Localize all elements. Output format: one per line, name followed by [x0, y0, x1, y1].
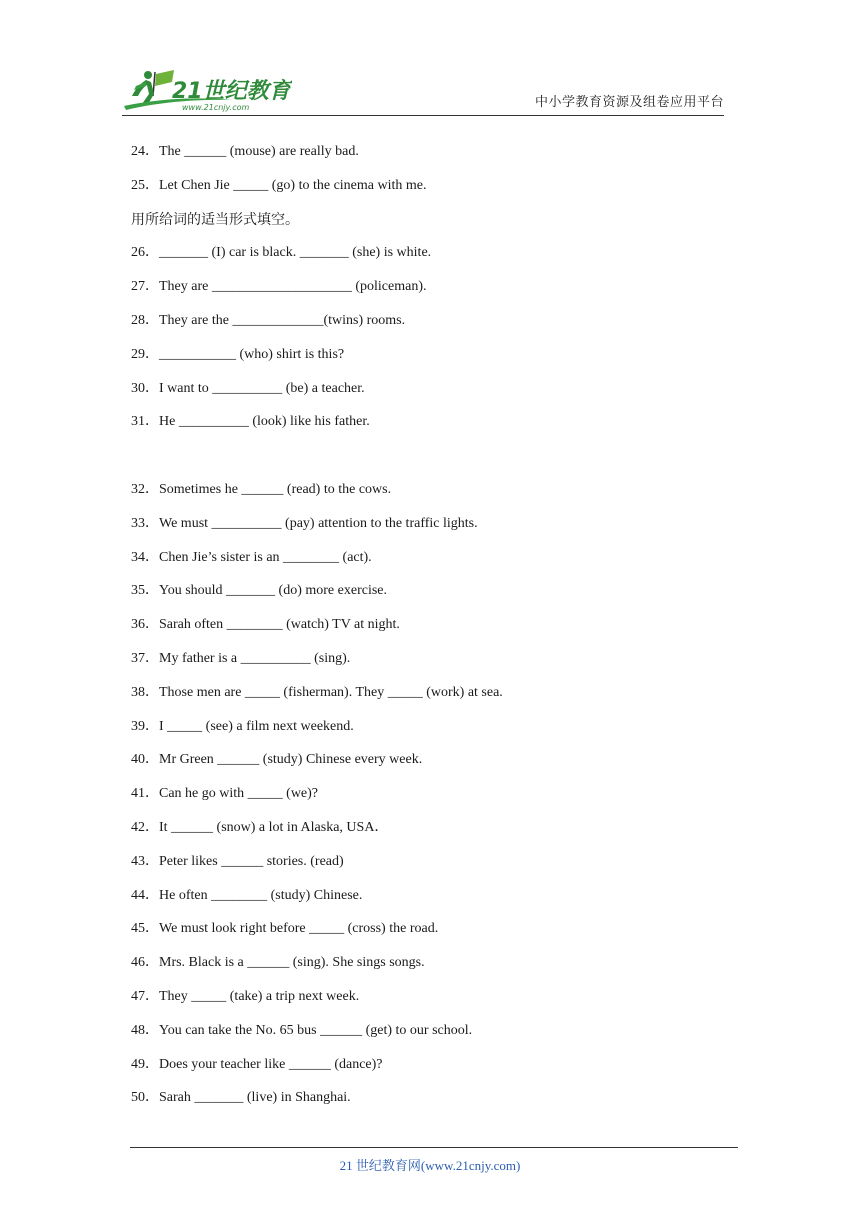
question-item: 36．Sarah often ________ (watch) TV at night. [131, 617, 400, 633]
question-item: 49．Does your teacher like ______ (dance)? [131, 1056, 383, 1072]
question-item: 44．He often ________ (study) Chinese. [131, 887, 363, 903]
page-header [122, 66, 724, 116]
question-item: 26．_______ (I) car is black. _______ (she) is white. [131, 245, 432, 261]
footer-divider [130, 1147, 738, 1148]
header-divider [122, 115, 724, 116]
question-item: 45．We must look right before _____ (cross) the road. [131, 921, 439, 937]
question-item: 50．Sarah _______ (live) in Shanghai. [131, 1090, 351, 1106]
question-item: 41．Can he go with _____ (we)? [131, 786, 319, 802]
question-item: 38．Those men are _____ (fisherman). They _____ (work) at sea. [131, 684, 503, 700]
runner-logo-icon [122, 66, 292, 114]
question-item: 24．The ______ (mouse) are really bad. [131, 144, 359, 159]
question-item: 27．They are ____________________ (policeman). [131, 279, 427, 295]
question-item: 25．Let Chen Jie _____ (go) to the cinema with me. [131, 177, 427, 193]
exercise-content [131, 143, 731, 1123]
question-item: 42．It ______ (snow) a lot in Alaska, USA． [131, 819, 389, 835]
question-item: 40．Mr Green ______ (study) Chinese every week. [131, 752, 423, 768]
section-title: 用所给词的适当形式填空。 [131, 211, 299, 228]
question-item: 29．___________ (who) shirt is this? [131, 346, 345, 362]
question-item: 39．I _____ (see) a film next weekend. [131, 718, 354, 734]
question-item: 47．They _____ (take) a trip next week. [131, 988, 360, 1004]
blank-gap [131, 447, 731, 481]
question-item: 34．Chen Jie’s sister is an ________ (act). [131, 549, 372, 565]
logo-text: 21世纪教育 [172, 79, 291, 104]
question-item: 31．He __________ (look) like his father. [131, 414, 370, 430]
question-item: 28．They are the _____________(twins) rooms. [131, 312, 406, 328]
platform-name: 中小学教育资源及组卷应用平台 [534, 95, 724, 110]
footer-link[interactable]: 21 世纪教育网(www.21cnjy.com) [339, 1158, 521, 1173]
question-item: 37．My father is a __________ (sing). [131, 650, 351, 666]
logo-url: www.21cnjy.com [182, 103, 250, 112]
question-item: 30．I want to __________ (be) a teacher. [131, 380, 365, 396]
question-item: 43．Peter likes ______ stories. (read) [131, 853, 344, 869]
logo [122, 66, 292, 114]
question-item: 35．You should _______ (do) more exercise. [131, 583, 387, 599]
question-item: 46．Mrs. Black is a ______ (sing). She sings songs. [131, 955, 425, 971]
question-item: 32．Sometimes he ______ (read) to the cows. [131, 481, 392, 497]
question-item: 48．You can take the No. 65 bus ______ (get) to our school. [131, 1022, 473, 1038]
question-item: 33．We must __________ (pay) attention to the traffic lights. [131, 515, 478, 531]
